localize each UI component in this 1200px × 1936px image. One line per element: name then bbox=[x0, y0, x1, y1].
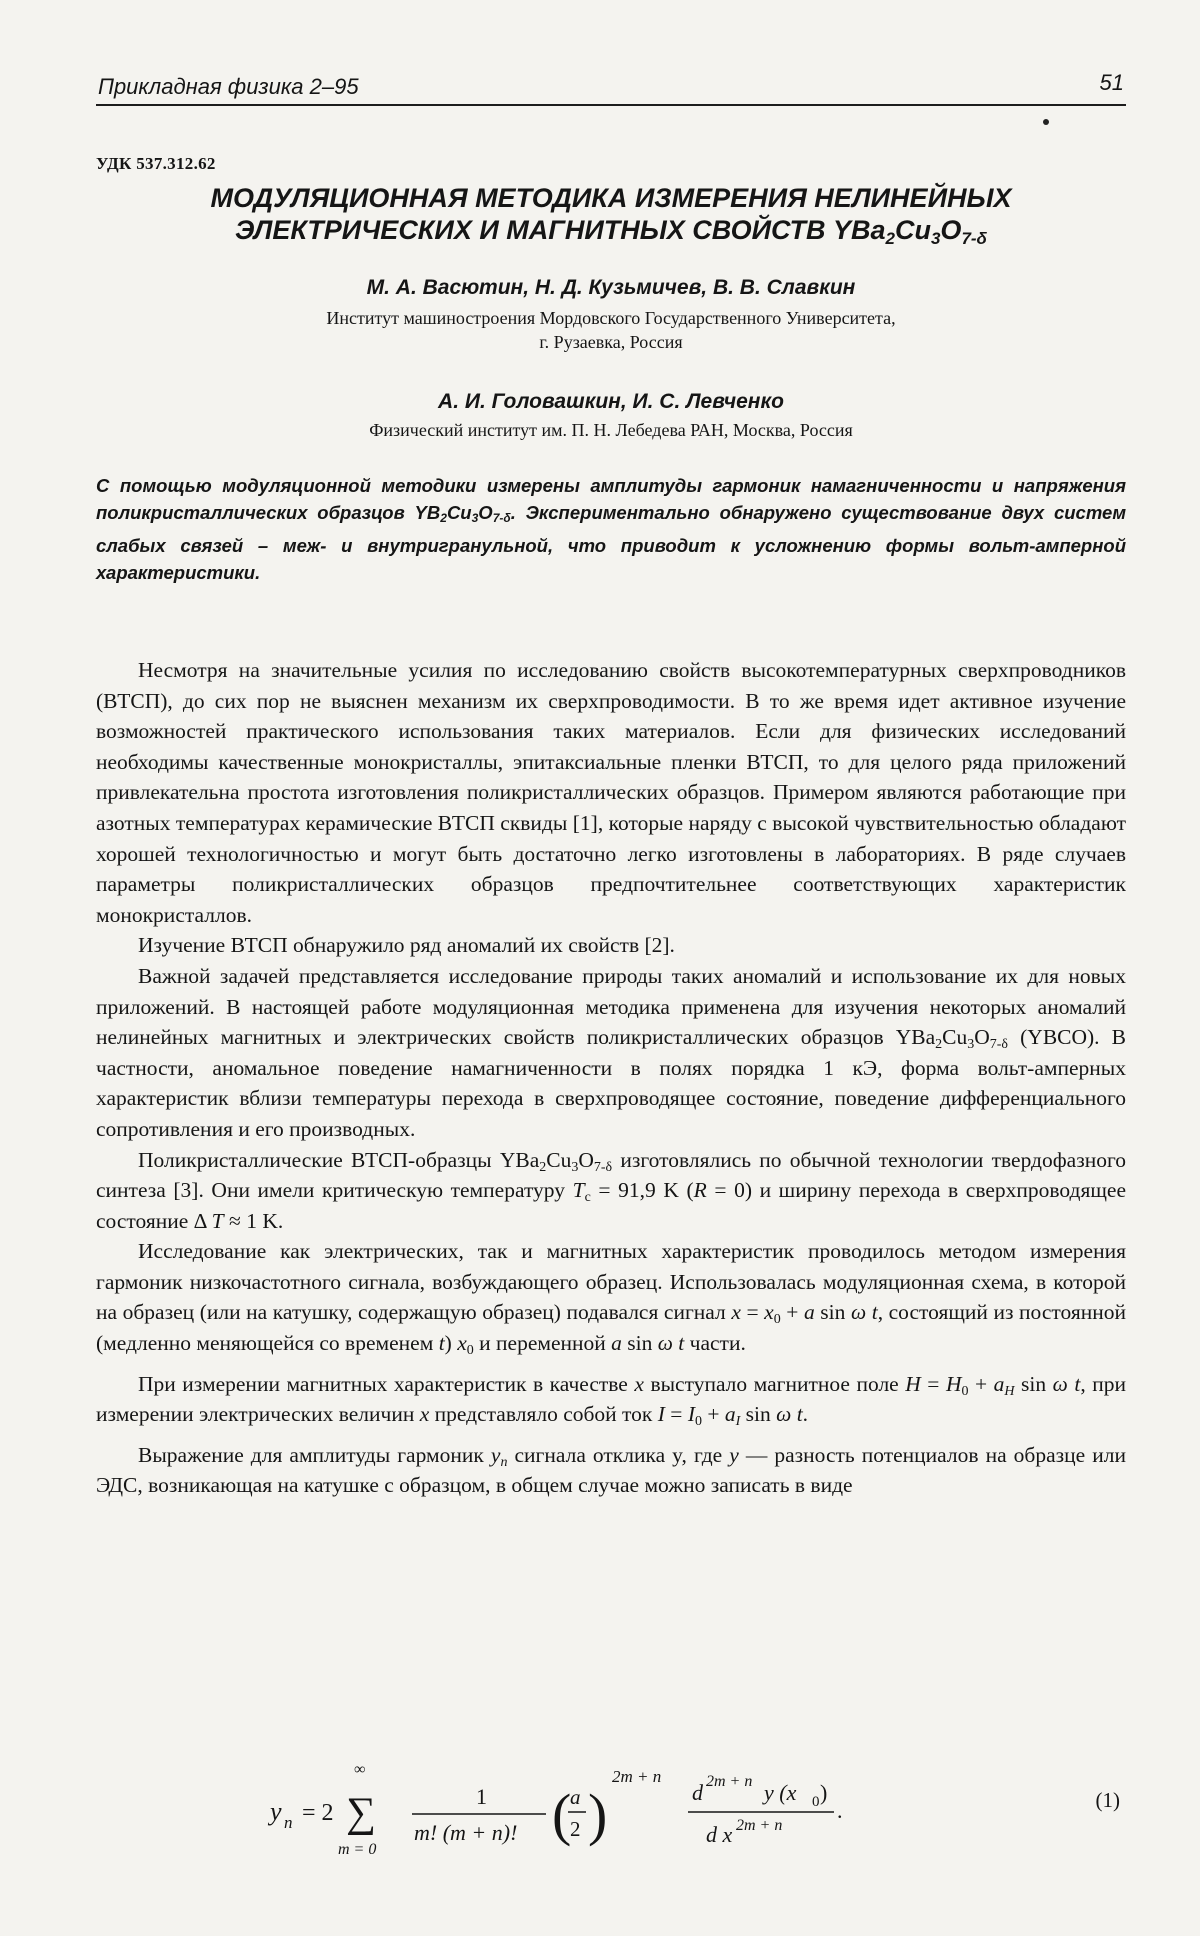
eq-power: 2m + n bbox=[612, 1767, 662, 1786]
abstract: С помощью модуляционной методики измерены амплитуды гармоник намагниченности и напряжения поликристаллических образцов $YB_2Cu_3O_{7-\delta}$. Экспериментально обнаружено существование двух систем слабых связей – меж- и внутригранульной, что приводит к усложнению формы вольт-амперной характеристики. bbox=[96, 475, 1127, 583]
authors-group-1: М. А. Васютин, Н. Д. Кузьмичев, В. В. Славкин bbox=[366, 276, 856, 299]
eq-deriv-den-pow: 2m + n bbox=[736, 1817, 783, 1834]
eq-deriv-num-rest: y (x bbox=[764, 1780, 797, 1805]
eq-deriv-num-pow: 2m + n bbox=[706, 1773, 753, 1790]
eq-equals: = 2 bbox=[302, 1800, 334, 1826]
eq-paren-right: ) bbox=[588, 1782, 608, 1847]
body-text bbox=[96, 655, 1126, 1501]
eq-deriv-num-sub: 0 bbox=[812, 1794, 820, 1810]
eq-frac1-num: 1 bbox=[476, 1784, 487, 1809]
running-header bbox=[96, 70, 1126, 106]
paragraph-3: Важной задачей представляется исследование природы таких аномалий и использование их для новых приложений. В настоящей работе модуляционная методика применена для изучения некоторых аномалий нелинейных магнитных и электрических свойств поликристаллических образцов $YBa_2Cu_3O_{7-\delta}$ (YBCO). В частности, аномальное поведение намагниченности в полях порядка 1 кЭ, форма вольт-амперных характеристик вблизи температуры перехода в сверхпроводящее состояние, поведение дифференциального сопротивления и его производных. bbox=[96, 963, 1127, 1141]
eq-deriv-num-close: ) bbox=[820, 1780, 828, 1805]
eq-paren-num: a bbox=[570, 1785, 581, 1809]
title-line-2: ЭЛЕКТРИЧЕСКИХ И МАГНИТНЫХ СВОЙСТВ $YBa_2Cu_3O_{7-\delta}$ bbox=[235, 215, 987, 248]
eq-deriv-den: d x bbox=[706, 1822, 733, 1847]
journal-name: Прикладная физика 2–95 bbox=[98, 74, 359, 99]
eq-sum-symbol: ∑ bbox=[346, 1790, 376, 1836]
authors-group-2: А. И. Головашкин, И. С. Левченко bbox=[438, 390, 784, 413]
eq-period: . bbox=[837, 1798, 843, 1823]
affiliation-1: Институт машиностроения Мордовского Государственного Университета, г. Рузаевка, Россия bbox=[326, 308, 896, 352]
eq-sum-top: ∞ bbox=[354, 1761, 366, 1778]
eq-paren-left: ( bbox=[552, 1782, 572, 1847]
affiliation-2: Физический институт им. П. Н. Лебедева РАН, Москва, Россия bbox=[369, 420, 853, 440]
page-number: 51 bbox=[1099, 70, 1124, 95]
title-line-1: МОДУЛЯЦИОННАЯ МЕТОДИКА ИЗМЕРЕНИЯ НЕЛИНЕЙНЫХ bbox=[210, 183, 1012, 213]
equation-graphic bbox=[96, 1752, 1126, 1862]
paragraph-1: Несмотря на значительные усилия по исследованию свойств высокотемпературных сверхпроводников (ВТСП), до сих пор не выяснен механизм их сверхпроводимости. В то же время идет активное изучение возможностей практического использования таких материалов. Если для физических исследований необходимы качественные монокристаллы, эпитаксиальные пленки ВТСП, то для целого ряда приложений привлекательна простота изготовления поликристаллических образцов. Примером являются работающие при азотных температурах керамические ВТСП сквиды [1], которые наряду с высокой чувствительностью обладают хорошей технологичностью и могут быть достаточно легко изготовлены в лабораториях. В ряде случаев параметры поликристаллических образцов предпочтительнее соответствующих характеристик монокристаллов. bbox=[96, 658, 1126, 927]
eq-paren-den: 2 bbox=[570, 1817, 581, 1841]
paragraph-7: Выражение для амплитуды гармоник $y_n$ сигнала отклика y, где y — разность потенциалов на образце или ЭДС, возникающая на катушке с образцом, в общем случае можно записать в виде bbox=[96, 1442, 1126, 1498]
eq-lhs-sub: n bbox=[284, 1813, 293, 1832]
eq-frac1-den: m! (m + n)! bbox=[414, 1820, 518, 1845]
udk-code: УДК 537.312.62 bbox=[96, 154, 216, 173]
paragraph-5: Исследование как электрических, так и магнитных характеристик проводилось методом измерения гармоник низкочастотного сигнала, возбуждающего образец. Использовалась модуляционная схема, в которой на образец (или на катушку, содержащую образец) подавался сигнал $x = x_0 + a$ sin ω t, состоящий из постоянной (медленно меняющейся со временем t) $x_0$ и переменной a sin ω t части. bbox=[96, 1239, 1126, 1359]
paragraph-2: Изучение ВТСП обнаружило ряд аномалий их свойств [2]. bbox=[138, 933, 675, 958]
paragraph-4: Поликристаллические ВТСП-образцы $YBa_2Cu_3O_{7-\delta}$ изготовлялись по обычной технологии твердофазного синтеза [3]. Они имели критическую температуру $T_c = 91,9$ K (R = 0) и ширину перехода в сверхпроводящее состояние Δ T ≈ 1 K. bbox=[96, 1147, 1127, 1233]
paragraph-6: При измерении магнитных характеристик в качестве x выступало магнитное поле $H = H_0 + a_H$ sin ω t, при измерении электрических величин x представляло собой ток $I = I_0 + a_I$ sin ω t. bbox=[96, 1371, 1126, 1430]
bullet-dot-icon bbox=[1043, 119, 1049, 125]
equation-number: (1) bbox=[1095, 1788, 1120, 1812]
equation-1 bbox=[96, 1752, 1126, 1862]
eq-sum-bottom: m = 0 bbox=[338, 1841, 377, 1858]
paper-title bbox=[96, 182, 1126, 255]
eq-lhs: y bbox=[270, 1797, 282, 1826]
eq-deriv-d: d bbox=[692, 1780, 703, 1805]
